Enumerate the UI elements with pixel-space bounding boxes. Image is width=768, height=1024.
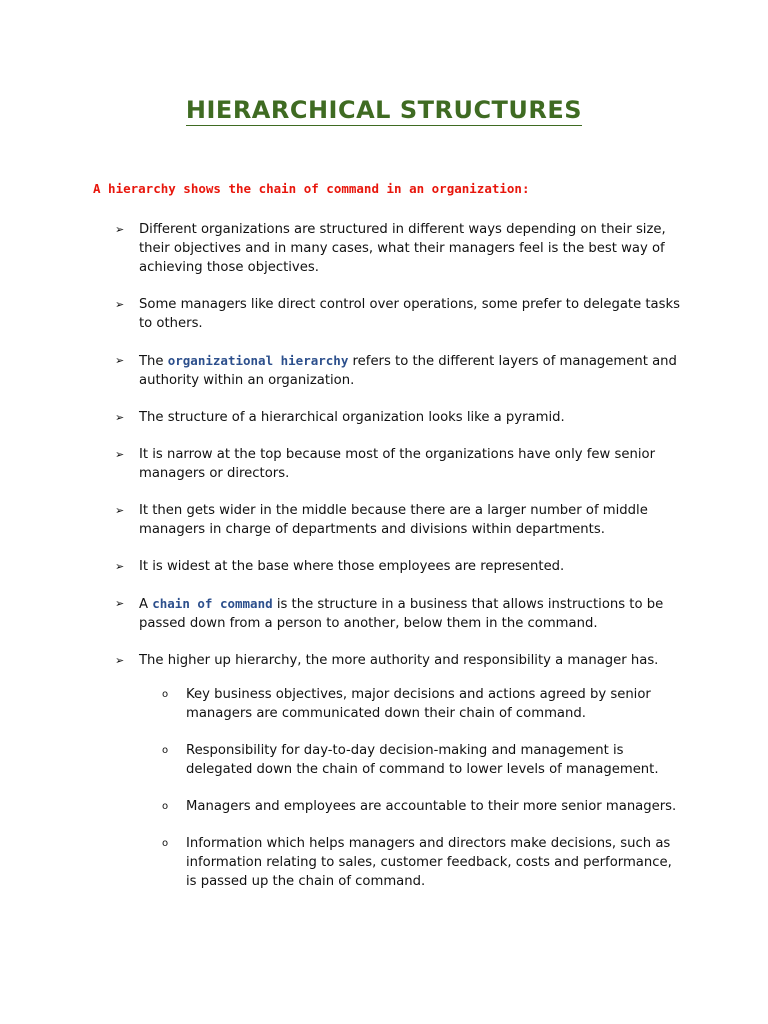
arrow-bullet-icon: ➢ [115,354,125,367]
bullet-text-post: refers to the different layers of management and authority within an organization. [139,354,677,388]
list-item [115,351,685,390]
sub-list-item [162,685,682,723]
circle-bullet-icon: o [162,745,169,756]
arrow-bullet-icon: ➢ [115,298,125,311]
sub-list-item [162,741,682,779]
circle-bullet-icon: o [162,689,169,700]
sub-bullet-text: Information which helps managers and directors make decisions, such as information relating to sales, customer feedback, costs and performance, is passed up the chain of command. [186,836,672,889]
bullet-text: Different organizations are structured in different ways depending on their size, their objectives and in many cases, what their managers feel is the best way of achieving those objectives. [139,222,666,275]
sub-bullet-text: Responsibility for day-to-day decision-making and management is delegated down the chain of command to lower levels of management. [186,743,659,777]
bullet-text: The structure of a hierarchical organization looks like a pyramid. [139,410,565,425]
highlighted-term: organizational hierarchy [167,353,349,368]
page-title-text: HIERARCHICAL STRUCTURES [185,96,583,124]
arrow-bullet-icon: ➢ [115,504,125,517]
list-item [115,408,685,427]
bullet-text: It is narrow at the top because most of the organizations have only few senior managers or directors. [139,447,656,481]
highlighted-term: chain of command [152,596,273,611]
arrow-bullet-icon: ➢ [115,411,125,424]
bullet-text-post: is the structure in a business that allows instructions to be passed down from a person to another, below them in the command. [139,597,664,631]
intro-heading: A hierarchy shows the chain of command in an organization: [93,181,530,196]
bullet-list [115,220,685,688]
bullet-text: It then gets wider in the middle because there are a larger number of middle managers in charge of departments and divisions within departments. [139,503,648,537]
arrow-bullet-icon: ➢ [115,654,125,667]
sub-bullet-list [162,685,682,909]
bullet-text: The higher up hierarchy, the more authority and responsibility a manager has. [139,653,659,668]
circle-bullet-icon: o [162,838,169,849]
arrow-bullet-icon: ➢ [115,448,125,461]
list-item [115,220,685,277]
list-item [115,651,685,670]
bullet-text-pre: A [139,597,153,612]
arrow-bullet-icon: ➢ [115,560,125,573]
list-item [115,501,685,539]
sub-bullet-text: Managers and employees are accountable to their more senior managers. [186,799,677,814]
bullet-text: It is widest at the base where those employees are represented. [139,559,565,574]
bullet-text: Some managers like direct control over operations, some prefer to delegate tasks to others. [139,297,681,331]
list-item [115,295,685,333]
arrow-bullet-icon: ➢ [115,223,125,236]
sub-list-item [162,834,682,891]
sub-list-item [162,797,682,816]
list-item [115,557,685,576]
sub-bullet-text: Key business objectives, major decisions and actions agreed by senior managers are communicated down their chain of command. [186,687,651,721]
list-item [115,594,685,633]
bullet-text-pre: The [139,354,168,369]
circle-bullet-icon: o [162,801,169,812]
list-item [115,445,685,483]
page-title [0,88,768,126]
arrow-bullet-icon: ➢ [115,597,125,610]
